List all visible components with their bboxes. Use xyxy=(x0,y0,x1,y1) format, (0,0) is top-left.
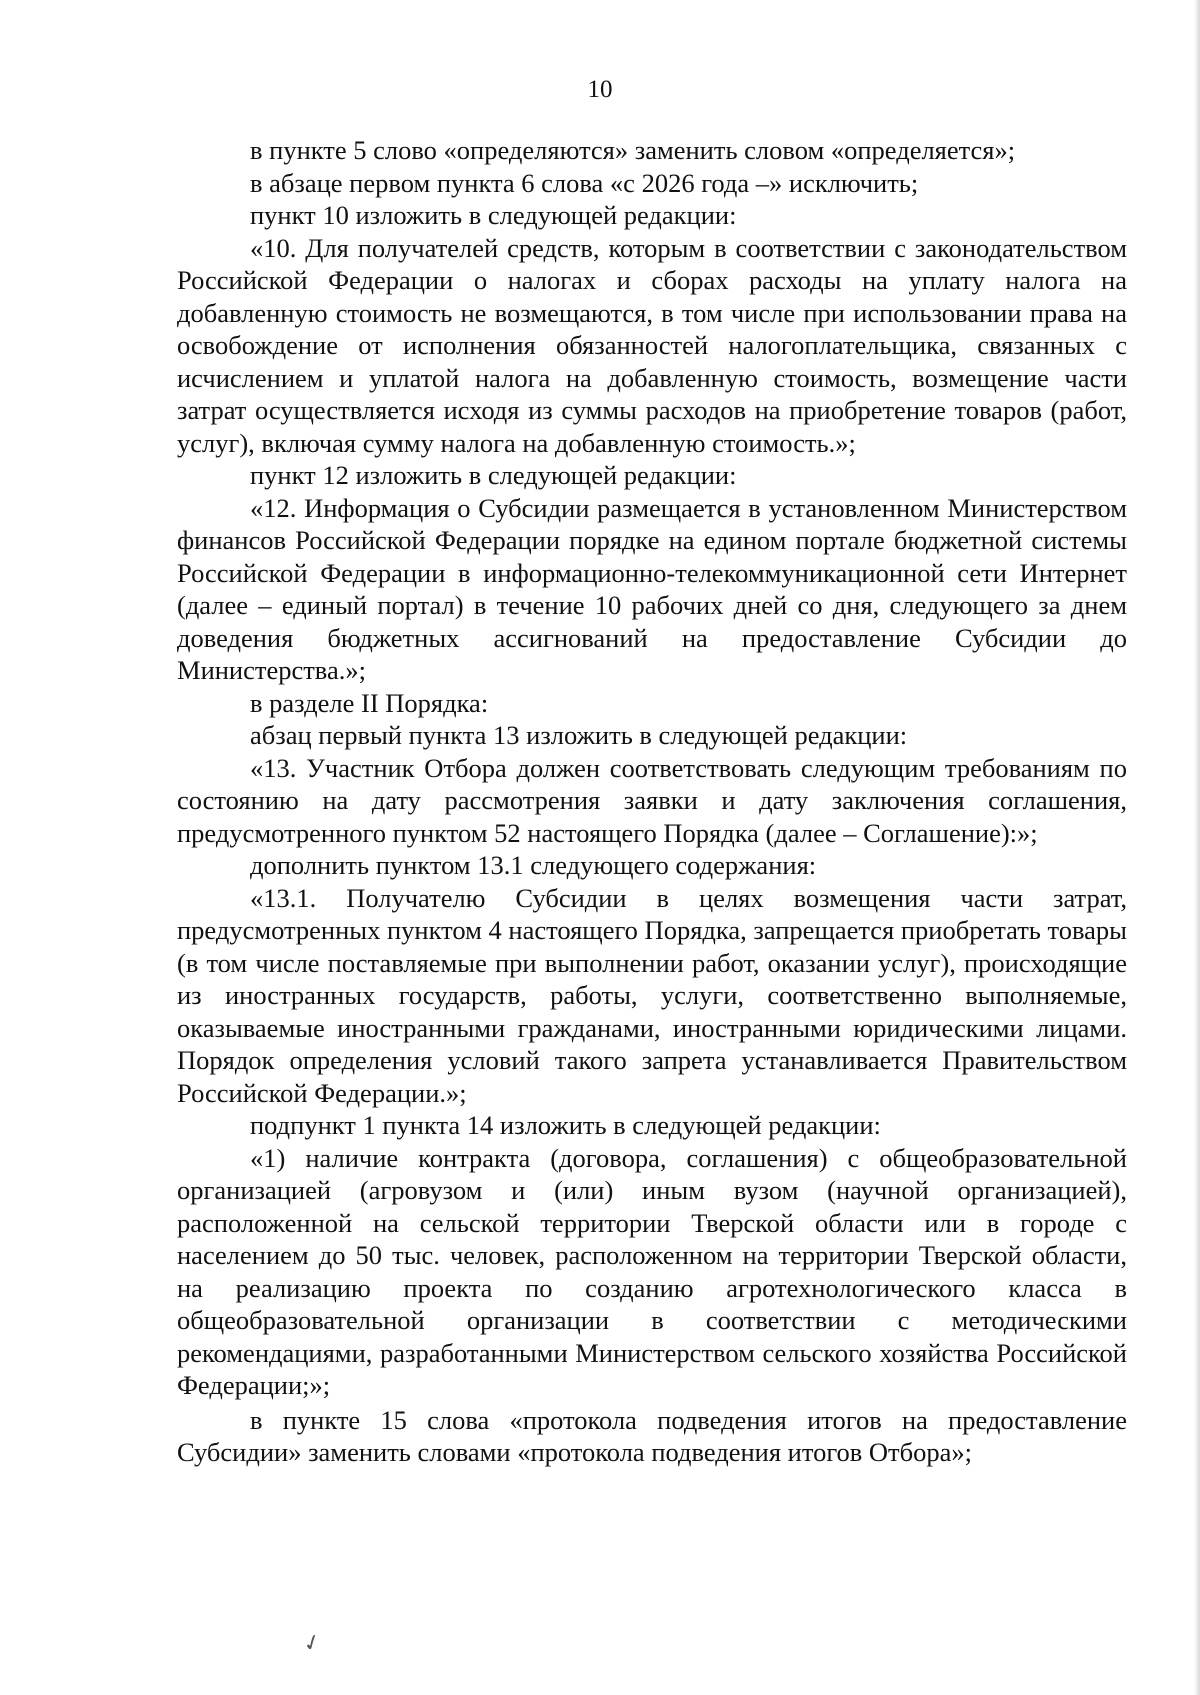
paragraph: «1) наличие контракта (договора, соглашения) с общеобразовательной организацией (агровузом и (или) иным вузом (научной организацией), расположенной на сельской территории Тверской области или в городе с населением до 50 тыс. человек, расположенном на территории Тверской области, на реализацию проекта по созданию агротехнологического класса в общеобразовательной организации в соответствии с методическими рекомендациями, разработанными Министерством сельского хозяйства Российской Федерации;»; xyxy=(177,1142,1127,1400)
paragraph: абзац первый пункта 13 изложить в следующей редакции: xyxy=(250,720,908,750)
paragraph: дополнить пунктом 13.1 следующего содержания: xyxy=(250,850,817,880)
paragraph: в пункте 15 слова «протокола подведения итогов на предоставление Субсидии» заменить словами «протокола подведения итогов Отбора»; xyxy=(177,1404,1127,1467)
paragraph: «13. Участник Отбора должен соответствовать следующим требованиям по состоянию на дату рассмотрения заявки и дату заключения соглашения, предусмотренного пунктом 52 настоящего Порядка (далее – Соглашение):»; xyxy=(177,752,1127,848)
paragraph: в абзаце первом пункта 6 слова «с 2026 года –» исключить; xyxy=(250,167,919,198)
paragraph: в разделе II Порядка: xyxy=(250,687,489,718)
scan-edge-shadow xyxy=(1194,0,1200,1695)
paragraph: «10. Для получателей средств, которым в соответствии с законодательством Российской Федерации о налогах и сборах расходы на уплату налога на добавленную стоимость не возмещаются, в том числе при использовании права на освобождение от исполнения обязанностей налогоплательщика, связанных с исчислением и уплатой налога на добавленную стоимость, возмещение части затрат осуществляется исходя из суммы расходов на приобретение товаров (работ, услуг), включая сумму налога на добавленную стоимость.»; xyxy=(177,232,1127,458)
paragraph: подпункт 1 пункта 14 изложить в следующей редакции: xyxy=(250,1110,881,1140)
paragraph: «13.1. Получателю Субсидии в целях возмещения части затрат, предусмотренных пунктом 4 настоящего Порядка, запрещается приобретать товары (в том числе поставляемые при выполнении работ, оказании услуг), происходящие из иностранных государств, работы, услуги, соответственно выполняемые, оказываемые иностранными гражданами, иностранными юридическими лицами. Порядок определения условий такого запрета устанавливается Правительством Российской Федерации.»; xyxy=(177,882,1127,1108)
paragraph: пункт 10 изложить в следующей редакции: xyxy=(250,200,737,230)
scan-mark-icon: ✓ xyxy=(299,1627,325,1658)
document-body xyxy=(177,134,1127,1469)
paragraph: «12. Информация о Субсидии размещается в установленном Министерством финансов Российской Федерации порядке на едином портале бюджетной системы Российской Федерации в информационно-телекоммуникационной сети Интернет (далее – единый портал) в течение 10 рабочих дней со дня, следующего за днем доведения бюджетных ассигнований на предоставление Субсидии до Министерства.»; xyxy=(177,492,1127,685)
paragraph: в пункте 5 слово «определяются» заменить словом «определяется»; xyxy=(250,135,1016,165)
page-number: 10 xyxy=(587,76,613,103)
paragraph: пункт 12 изложить в следующей редакции: xyxy=(250,460,737,490)
